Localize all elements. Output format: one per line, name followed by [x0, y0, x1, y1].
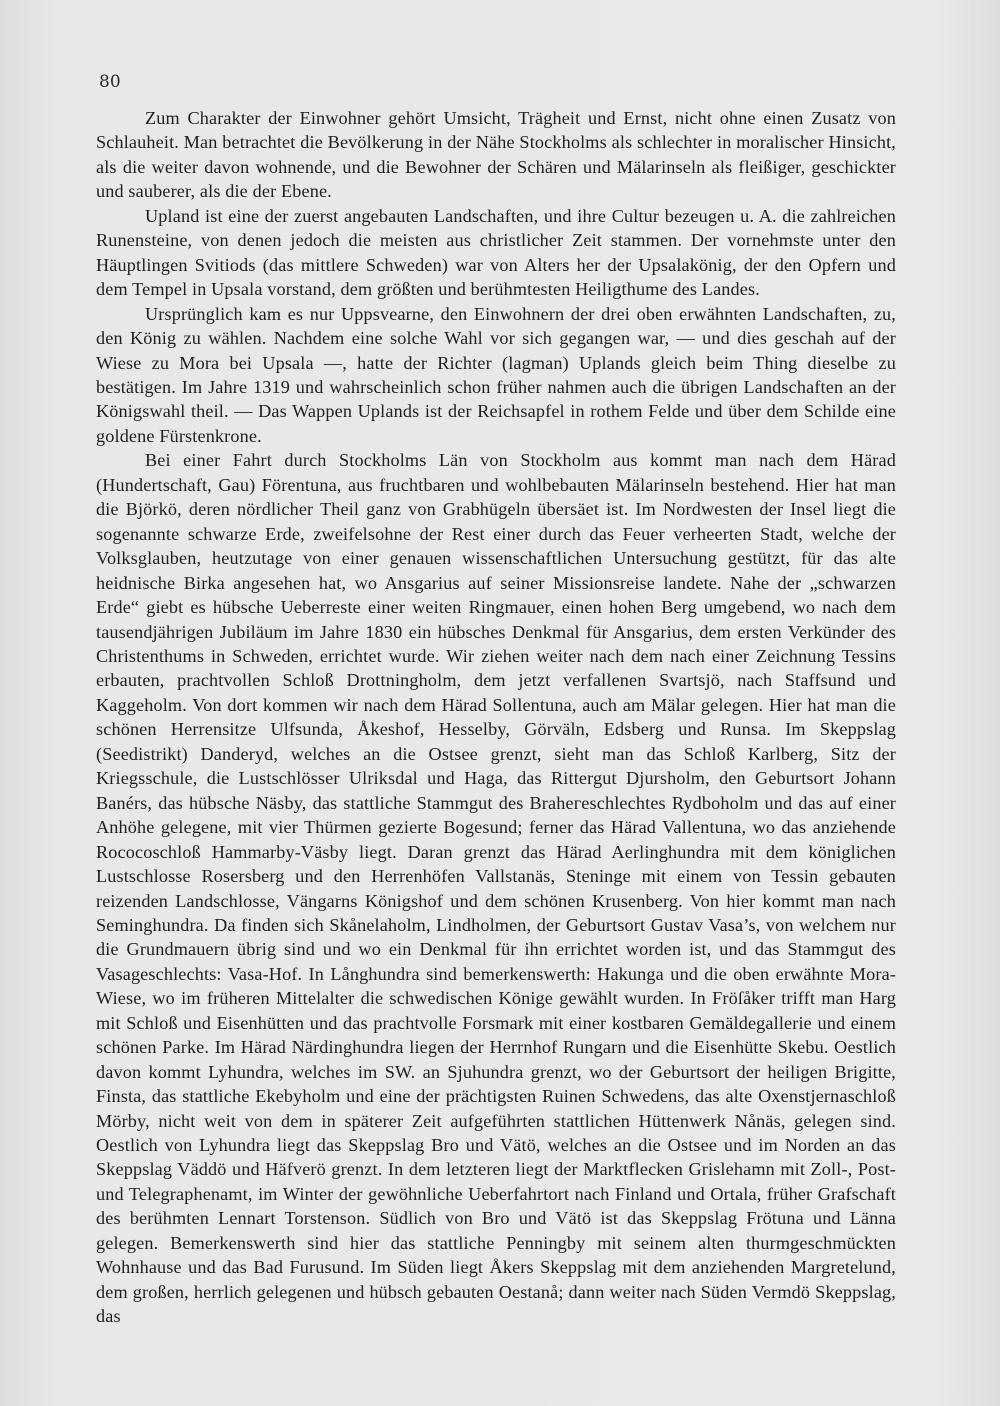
paragraph-3: Ursprünglich kam es nur Uppsvearne, den Einwohnern der drei oben erwähnten Landschaften, zu, den König zu wählen. Nachdem eine solche Wahl vor sich gegangen war, — und dies geschah auf der Wiese zu Mora bei Upsala —, hatte der Richter (lagman) Uplands gleich beim Thing dieselbe zu bestätigen. Im Jahre 1319 und wahrscheinlich schon früher nahmen auch die übrigen Landschaften an der Königswahl theil. — Das Wappen Uplands ist der Reichsapfel in rothem Felde und über dem Schilde eine goldene Fürstenkrone.	[96, 303, 896, 446]
paragraph-2: Upland ist eine der zuerst angebauten Landschaften, und ihre Cultur bezeugen u. A. die zahlreichen Runensteine, von denen jedoch die meisten aus christlicher Zeit stammen. Der vornehmste unter den Häuptlingen Svitiods (das mittlere Schweden) war von Alters her der Upsalakönig, der den Opfern und dem Tempel in Upsala vorstand, dem größten und berühmtesten Heiligthume des Landes.	[96, 205, 896, 300]
body-text	[96, 106, 896, 1329]
paragraph-4: Bei einer Fahrt durch Stockholms Län von Stockholm aus kommt man nach dem Härad (Hundertschaft, Gau) Förentuna, aus fruchtbaren und wohlbebauten Mälarinseln bestehend. Hier hat man die Björkö, deren nördlicher Theil ganz von Grabhügeln übersäet ist. Im Nordwesten der Insel liegt die sogenannte schwarze Erde, zweifelsohne der Rest einer durch das Feuer verheerten Stadt, welche der Volksglauben, heutzutage von einer genauen wissenschaftlichen Untersuchung gestützt, für das alte heidnische Birka angesehen hat, wo Ansgarius auf seiner Missionsreise landete. Nahe der „schwarzen Erde“ giebt es hübsche Ueberreste einer weiten Ringmauer, einen hohen Berg umgebend, wo nach dem tausendjährigen Jubiläum im Jahre 1830 ein hübsches Denkmal für Ansgarius, dem ersten Verkünder des Christenthums in Schweden, errichtet wurde. Wir ziehen weiter nach dem nach einer Zeichnung Tessins erbauten, prachtvollen Schloß Drottningholm, dem jetzt verfallenen Svartsjö, nach Staffsund und Kaggeholm. Von dort kommen wir nach dem Härad Sollentuna, auch am Mälar gelegen. Hier hat man die schönen Herrensitze Ulfsunda, Åkeshof, Hesselby, Görväln, Edsberg und Runsa. Im Skeppslag (Seedistrikt) Danderyd, welches an die Ostsee grenzt, sieht man das Schloß Karlberg, Sitz der Kriegsschule, die Lustschlösser Ulriksdal und Haga, das Rittergut Djursholm, den Geburtsort Johann Banérs, das hübsche Näsby, das stattliche Stammgut des Braheгeschlechtes Rydboholm und das auf einer Anhöhe gelegene, mit vier Thürmen gezierte Bogesund; ferner das Härad Vallentuna, wo das anziehende Rococoschloß Hammarby-Väsby liegt. Daran grenzt das Härad Aerlinghundra mit dem königlichen Lustschlosse Rosersberg und den Herrenhöfen Vallstanäs, Steninge mit einem von Tessin gebauten reizenden Landschlosse, Vängarns Königshof und dem schönen Krusenberg. Von hier kommt man nach Seminghundra. Da finden sich Skånelaholm, Lindholmen, der Geburtsort Gustav Vasa’s, von welchem nur die Grundmauern übrig sind und wo ein Denkmal für ihn errichtet worden ist, und das Stammgut des Vasageschlechts: Vasa-Hof. In Långhundra sind bemerkenswerth: Hakunga und die oben erwähnte Mora-Wiese, wo im früheren Mittelalter die schwedischen Könige gewählt wurden. In Fröſåker trifft man Harg mit Schloß und Eisenhütten und das prachtvolle Forsmark mit einer kostbaren Gemäldegallerie und einem schönen Parke. Im Härad Närdinghundra liegen der Herrnhof Rungarn und die Eisenhütte Skebu. Oestlich davon kommt Lyhundra, welches im SW. an Sjuhundra grenzt, wo der Geburtsort der heiligen Brigitte, Finsta, das stattliche Ekebyholm und eine der prächtigsten Ruinen Schwedens, das alte Oxenstjernaschloß Mörby, nicht weit von dem in späterer Zeit aufgeführten stattlichen Hüttenwerk Nånäs, gelegen sind. Oestlich von Lyhundra liegt das Skeppslag Bro und Vätö, welches an die Ostsee und im Norden an das Skeppslag Väddö und Häfverö grenzt. In dem letzteren liegt der Marktflecken Grislehamn mit Zoll-, Post- und Telegraphenamt, im Winter der gewöhnliche Ueberfahrtort nach Finland und Ortala, früher Grafschaft des berühmten Lennart Torstenson. Südlich von Bro und Vätö ist das Skeppslag Frötuna und Länna gelegen. Bemerkenswerth sind hier das stattliche Penningby mit seinem alten thurmgeschmückten Wohnhause und das Bad Furusund. Im Süden liegt Åkers Skeppslag mit dem anziehenden Margretelund, dem großen, herrlich gelegenen und hübsch gebauten Oestanå; dann weiter nach Süden Vermdö Skeppslag, das	[96, 450, 896, 1327]
paragraph-1: Zum Charakter der Einwohner gehört Umsicht, Trägheit und Ernst, nicht ohne einen Zusatz von Schlauheit. Man betrachtet die Bevölkerung in der Nähe Stockholms als schlechter in moralischer Hinsicht, als die weiter davon wohnende, und die Bewohner der Schären und Mälarinseln als fleißiger, geschickter und sauberer, als die der Ebene.	[96, 108, 896, 202]
page-number: 80	[99, 72, 121, 92]
